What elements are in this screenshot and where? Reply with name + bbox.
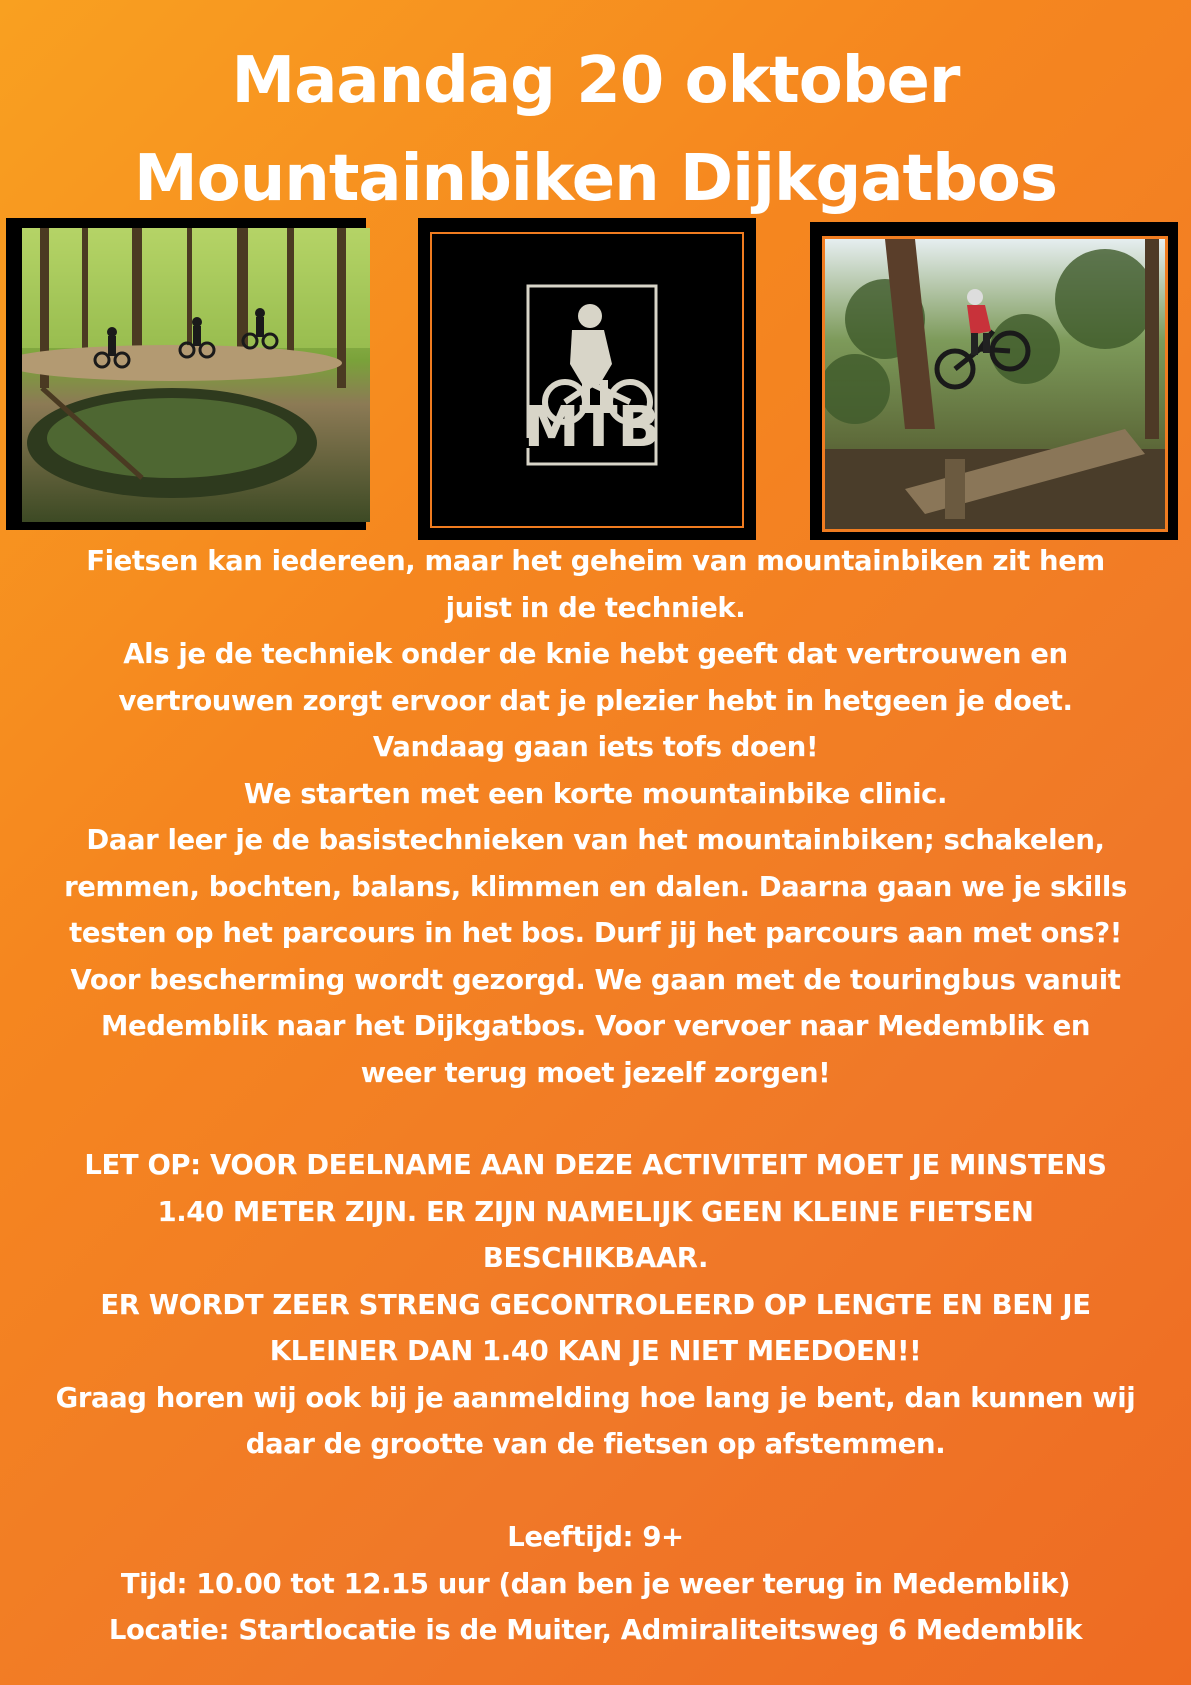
age-info: Leeftijd: 9+ [507,1521,684,1553]
description-line: testen op het parcours in het bos. Durf jij het parcours aan met ons?! [69,917,1122,949]
warning-line: BESCHIKBAAR. [482,1242,709,1274]
warning-line: Graag horen wij ook bij je aanmelding hoe lang je bent, dan kunnen wij [55,1381,1136,1414]
warning-line: ER WORDT ZEER STRENG GECONTROLEERD OP LENGTE EN BEN JE [100,1288,1091,1321]
description-line: juist in de techniek. [445,591,746,624]
warning-line: 1.40 METER ZIJN. ER ZIJN NAMELIJK GEEN KLEINE FIETSEN [157,1195,1034,1228]
height-warning [20,1142,1171,1468]
description-line: Medemblik naar het Dijkgatbos. Voor vervoer naar Medemblik en [100,1010,1091,1042]
description-line: Fietsen kan iedereen, maar het geheim van mountainbiken zit hem [86,545,1105,577]
time-info: Tijd: 10.00 tot 12.15 uur (dan ben je weer terug in Medemblik) [120,1567,1071,1600]
description-line: We starten met een korte mountainbike clinic. [243,777,948,810]
event-date-title: Maandag 20 oktober [231,44,960,118]
description-line: Als je de techniek onder de knie hebt geeft dat vertrouwen en [123,638,1068,670]
warning-line: KLEINER DAN 1.40 KAN JE NIET MEEDOEN!! [269,1335,922,1367]
activity-description [20,538,1171,1096]
description-line: Voor bescherming wordt gezorgd. We gaan met de touringbus vanuit [70,963,1121,996]
description-line: remmen, bochten, balans, klimmen en dalen. Daarna gaan we je skills [64,870,1127,903]
description-line: weer terug moet jezelf zorgen! [360,1056,831,1089]
mtb-logo [418,218,756,540]
description-line: Vandaag gaan iets tofs doen! [372,731,819,763]
event-name-title: Mountainbiken Dijkgatbos [134,142,1057,216]
description-line: vertrouwen zorgt ervoor dat je plezier hebt in hetgeen je doet. [118,684,1073,717]
mtb-logo-text: MTB [523,395,661,460]
forest-riders-photo [6,218,366,530]
location-info: Locatie: Startlocatie is de Muiter, Admiraliteitsweg 6 Medemblik [108,1614,1083,1646]
warning-line: daar de grootte van de fietsen op afstemmen. [245,1428,946,1460]
event-info [20,1514,1171,1654]
forest-jump-photo [810,222,1178,540]
description-line: Daar leer je de basistechnieken van het mountainbiken; schakelen, [86,824,1105,856]
warning-line: LET OP: VOOR DEELNAME AAN DEZE ACTIVITEIT MOET JE MINSTENS [84,1149,1107,1181]
